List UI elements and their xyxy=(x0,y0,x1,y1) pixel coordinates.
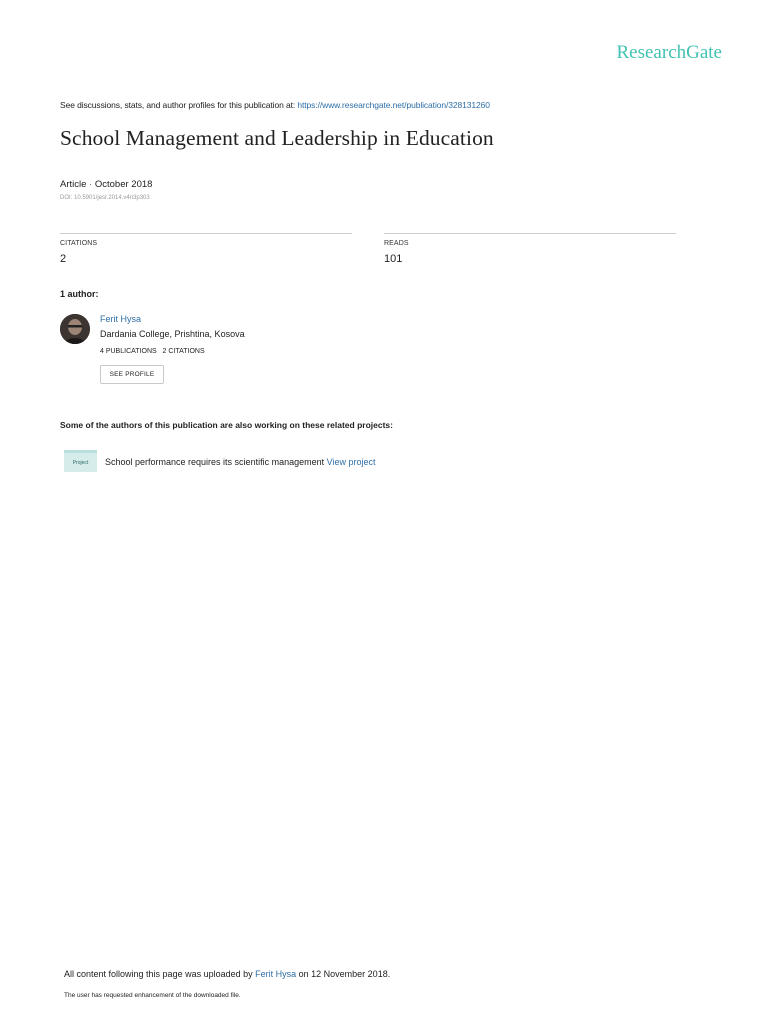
page-title: School Management and Leadership in Education xyxy=(60,126,494,150)
reads-divider xyxy=(384,233,676,234)
citations-value: 2 xyxy=(60,253,67,265)
reads-value: 101 xyxy=(384,253,403,265)
view-project-link[interactable]: View project xyxy=(326,457,376,467)
uploader-link[interactable]: Ferit Hysa xyxy=(255,969,297,979)
request-note: The user has requested enhancement of the downloaded file. xyxy=(64,992,241,999)
upload-note xyxy=(64,969,390,979)
avatar[interactable] xyxy=(60,314,90,344)
upload-prefix: All content following this page was uploaded by xyxy=(64,969,256,979)
project-title: School performance requires its scientific management xyxy=(105,457,327,467)
author-counts xyxy=(100,348,205,355)
researchgate-logo[interactable]: ResearchGate xyxy=(616,42,722,63)
article-type: Article xyxy=(60,179,87,190)
doi-text: DOI: 10.5901/jesr.2014.v4n3p303 xyxy=(60,195,150,201)
citations-divider xyxy=(60,233,352,234)
author-citations-count[interactable]: 2 CITATIONS xyxy=(162,348,205,355)
authors-heading: 1 author: xyxy=(60,289,99,299)
author-name-link[interactable]: Ferit Hysa xyxy=(100,314,142,324)
upload-suffix: on 12 November 2018. xyxy=(296,969,391,979)
related-projects-heading: Some of the authors of this publication are also working on these related projects: xyxy=(60,420,393,430)
author-affiliation: Dardania College, Prishtina, Kosova xyxy=(100,329,245,339)
project-icon-label: Project xyxy=(72,459,89,466)
article-meta xyxy=(60,179,152,190)
article-date: October 2018 xyxy=(94,179,153,190)
publication-url-link[interactable]: https://www.researchgate.net/publication/328131260 xyxy=(297,100,490,110)
discussion-line xyxy=(60,100,490,110)
publications-count[interactable]: 4 PUBLICATIONS xyxy=(100,348,157,355)
see-profile-button[interactable]: SEE PROFILE xyxy=(100,365,164,384)
citations-label: CITATIONS xyxy=(60,240,98,247)
discussion-text: See discussions, stats, and author profiles for this publication at: xyxy=(60,100,298,110)
meta-separator: · xyxy=(86,179,95,190)
project-item xyxy=(105,457,375,467)
reads-label: READS xyxy=(384,240,409,247)
avatar-photo-icon xyxy=(60,314,90,344)
project-folder-icon[interactable] xyxy=(64,450,97,472)
